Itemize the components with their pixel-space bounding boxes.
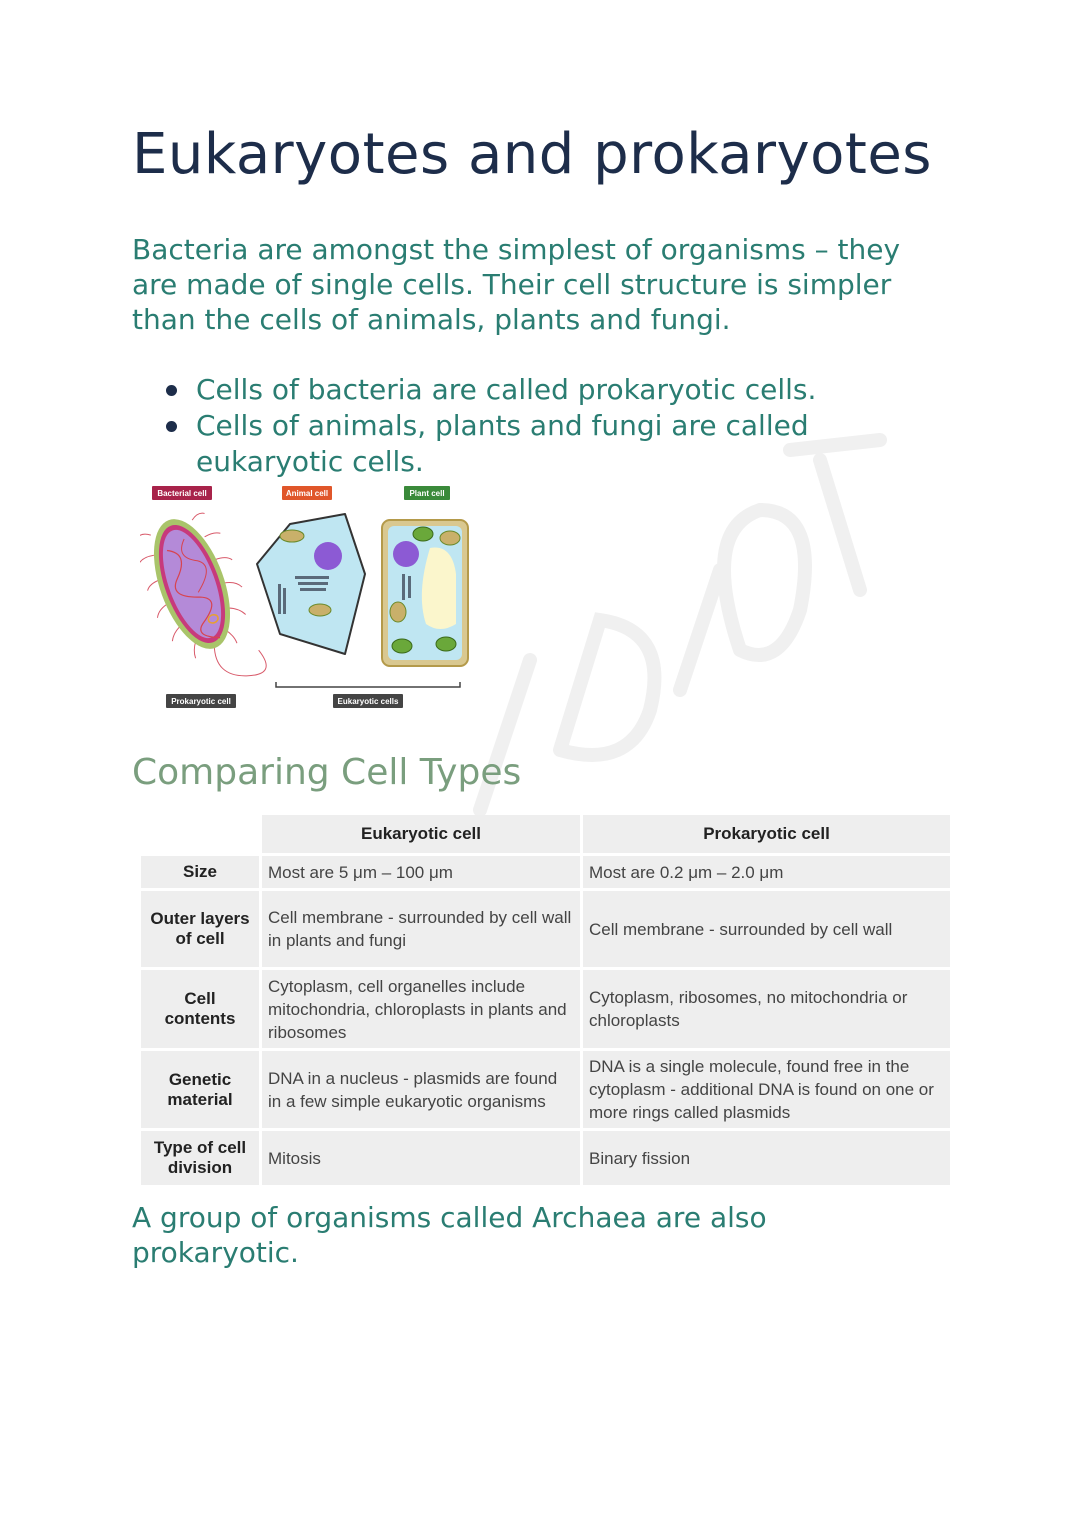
plant-cell [382, 520, 468, 666]
plant-cell-label: Plant cell [409, 489, 445, 498]
table-cell: Cytoplasm, cell organelles include mitochondria, chloroplasts in plants and ribosomes [262, 970, 580, 1048]
table-corner [141, 815, 259, 853]
table-cell: DNA is a single molecule, found free in the cytoplasm - additional DNA is found on one or more rings called plasmids [583, 1051, 950, 1128]
table-cell: Cell membrane - surrounded by cell wall [583, 891, 950, 967]
table-row [141, 1131, 950, 1185]
row-label: Cell contents [141, 970, 259, 1048]
bullet-text: Cells of bacteria are called prokaryotic cells. [196, 373, 817, 406]
bacterial-cell [140, 504, 272, 700]
cell-diagram [140, 484, 480, 714]
bullet-list [160, 372, 860, 480]
column-header-eukaryotic: Eukaryotic cell [262, 815, 580, 853]
section-title: Comparing Cell Types [132, 752, 522, 793]
row-label: Type of cell division [141, 1131, 259, 1185]
plant-cell-tag [404, 486, 450, 500]
table-cell: Cytoplasm, ribosomes, no mitochondria or chloroplasts [583, 970, 950, 1048]
bullet-dot-icon [166, 385, 177, 396]
table-cell: DNA in a nucleus - plasmids are found in a few simple eukaryotic organisms [262, 1051, 580, 1128]
table-cell: Most are 5 μm – 100 μm [262, 856, 580, 888]
eukaryotic-bracket [276, 682, 460, 687]
page-title: Eukaryotes and prokaryotes [132, 122, 932, 187]
column-header-prokaryotic: Prokaryotic cell [583, 815, 950, 853]
row-label: Size [141, 856, 259, 888]
row-label: Outer layers of cell [141, 891, 259, 967]
eukaryotic-cells-label: Eukaryotic cells [337, 697, 399, 706]
outro-paragraph: A group of organisms called Archaea are also prokaryotic. [132, 1201, 767, 1269]
table-cell: Mitosis [262, 1131, 580, 1185]
table-cell: Cell membrane - surrounded by cell wall in plants and fungi [262, 891, 580, 967]
table-cell: Most are 0.2 μm – 2.0 μm [583, 856, 950, 888]
animal-cell-label: Animal cell [285, 489, 329, 498]
prokaryotic-cell-tag [166, 694, 236, 708]
prokaryotic-cell-label: Prokaryotic cell [171, 697, 231, 706]
table-row [141, 856, 950, 888]
comparison-table [138, 812, 953, 1188]
eukaryotic-cells-tag [333, 694, 403, 708]
row-label: Genetic material [141, 1051, 259, 1128]
table-cell: Binary fission [583, 1131, 950, 1185]
animal-cell-tag [282, 486, 332, 500]
bacterial-cell-tag [152, 486, 212, 500]
bullet-item [160, 372, 860, 408]
bullet-dot-icon [166, 421, 177, 432]
table-row [141, 970, 950, 1048]
intro-paragraph: Bacteria are amongst the simplest of organisms – they are made of single cells. Their cell structure is simpler than the cells of animals, plants and fungi. [132, 233, 901, 336]
animal-cell [257, 514, 365, 654]
bullet-item [160, 408, 860, 480]
bacterial-cell-label: Bacterial cell [157, 489, 207, 498]
table-header-row [141, 815, 950, 853]
table-row [141, 1051, 950, 1128]
bullet-text: Cells of animals, plants and fungi are called eukaryotic cells. [196, 409, 809, 478]
table-row [141, 891, 950, 967]
